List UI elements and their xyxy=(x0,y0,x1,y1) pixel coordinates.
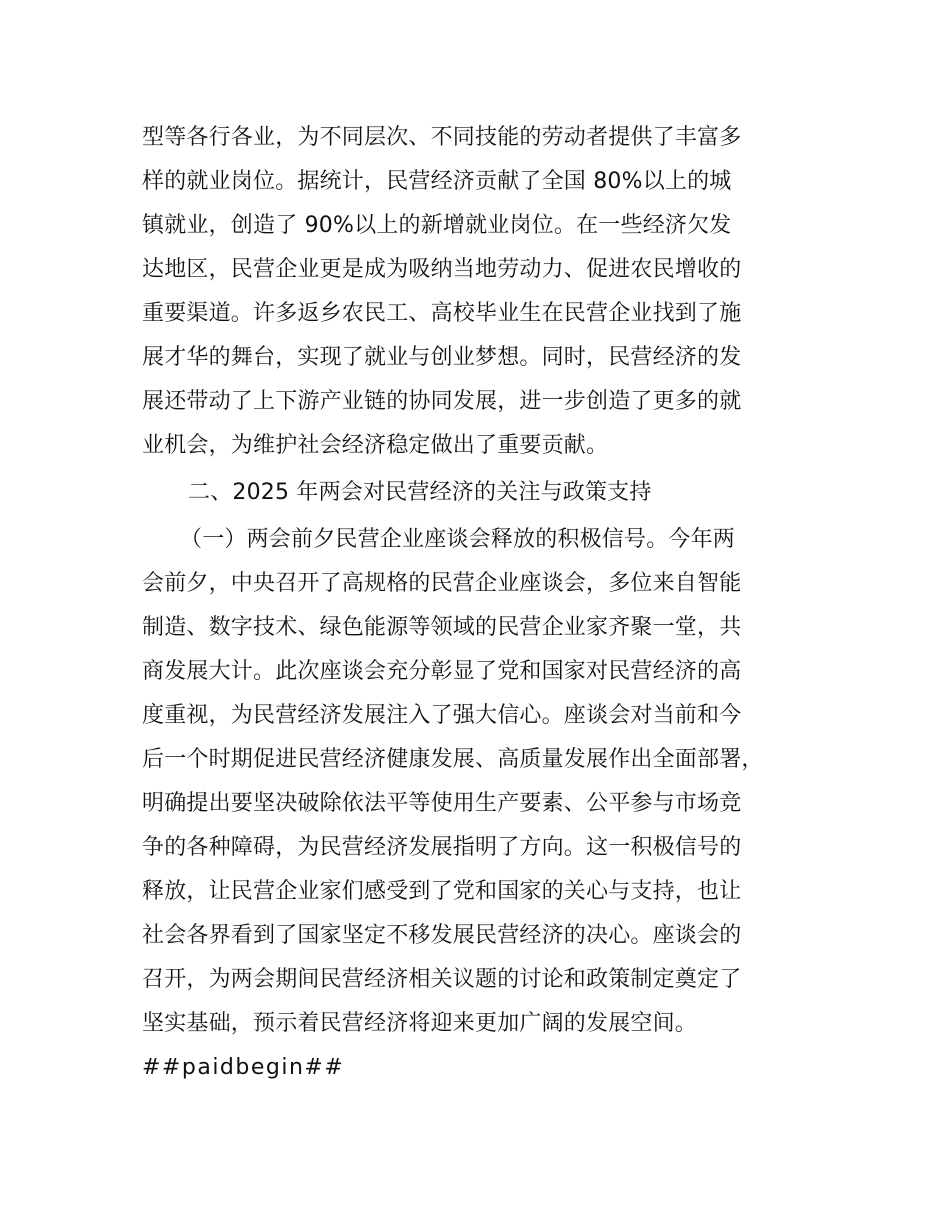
body-text-line: 度重视，为民营经济发展注入了强大信心。座谈会对当前和今 xyxy=(142,703,742,728)
body-text-line: 重要渠道。许多返乡农民工、高校毕业生在民营企业找到了施 xyxy=(142,301,742,326)
body-text-line: 释放，让民营企业家们感受到了党和国家的关心与支持，也让 xyxy=(142,879,742,904)
body-text-line: 展才华的舞台，实现了就业与创业梦想。同时，民营经济的发 xyxy=(142,345,742,370)
section-heading: 二、2025 年两会对民营经济的关注与政策支持 xyxy=(188,480,652,505)
body-text-line: 商发展大计。此次座谈会充分彰显了党和国家对民营经济的高 xyxy=(142,659,742,684)
body-text-line: 社会各界看到了国家坚定不移发展民营经济的决心。座谈会的 xyxy=(142,923,742,948)
body-text-line: 镇就业，创造了 90%以上的新增就业岗位。在一些经济欠发 xyxy=(142,213,732,238)
body-text-line: 达地区，民营企业更是成为吸纳当地劳动力、促进农民增收的 xyxy=(142,257,742,282)
body-text-line: 会前夕，中央召开了高规格的民营企业座谈会，多位来自智能 xyxy=(142,571,742,596)
body-text-line: 样的就业岗位。据统计，民营经济贡献了全国 80%以上的城 xyxy=(142,169,732,194)
body-text-line: 制造、数字技术、绿色能源等领域的民营企业家齐聚一堂，共 xyxy=(142,615,742,640)
body-text-line: 争的各种障碍，为民营经济发展指明了方向。这一积极信号的 xyxy=(142,835,742,860)
body-text-line: 后一个时期促进民营经济健康发展、高质量发展作出全面部署， xyxy=(142,747,764,772)
paid-marker-text: ##paidbegin## xyxy=(142,1055,345,1080)
subsection-lead-line: （一）两会前夕民营企业座谈会释放的积极信号。今年两 xyxy=(180,527,736,552)
body-text-line: 明确提出要坚决破除依法平等使用生产要素、公平参与市场竞 xyxy=(142,791,742,816)
body-text-line: 业机会，为维护社会经济稳定做出了重要贡献。 xyxy=(142,433,609,458)
body-text-line: 展还带动了上下游产业链的协同发展，进一步创造了更多的就 xyxy=(142,389,742,414)
body-text-line: 型等各行各业，为不同层次、不同技能的劳动者提供了丰富多 xyxy=(142,125,742,150)
body-text-line: 召开，为两会期间民营经济相关议题的讨论和政策制定奠定了 xyxy=(142,967,742,992)
body-text-line: 坚实基础，预示着民营经济将迎来更加广阔的发展空间。 xyxy=(142,1011,698,1036)
